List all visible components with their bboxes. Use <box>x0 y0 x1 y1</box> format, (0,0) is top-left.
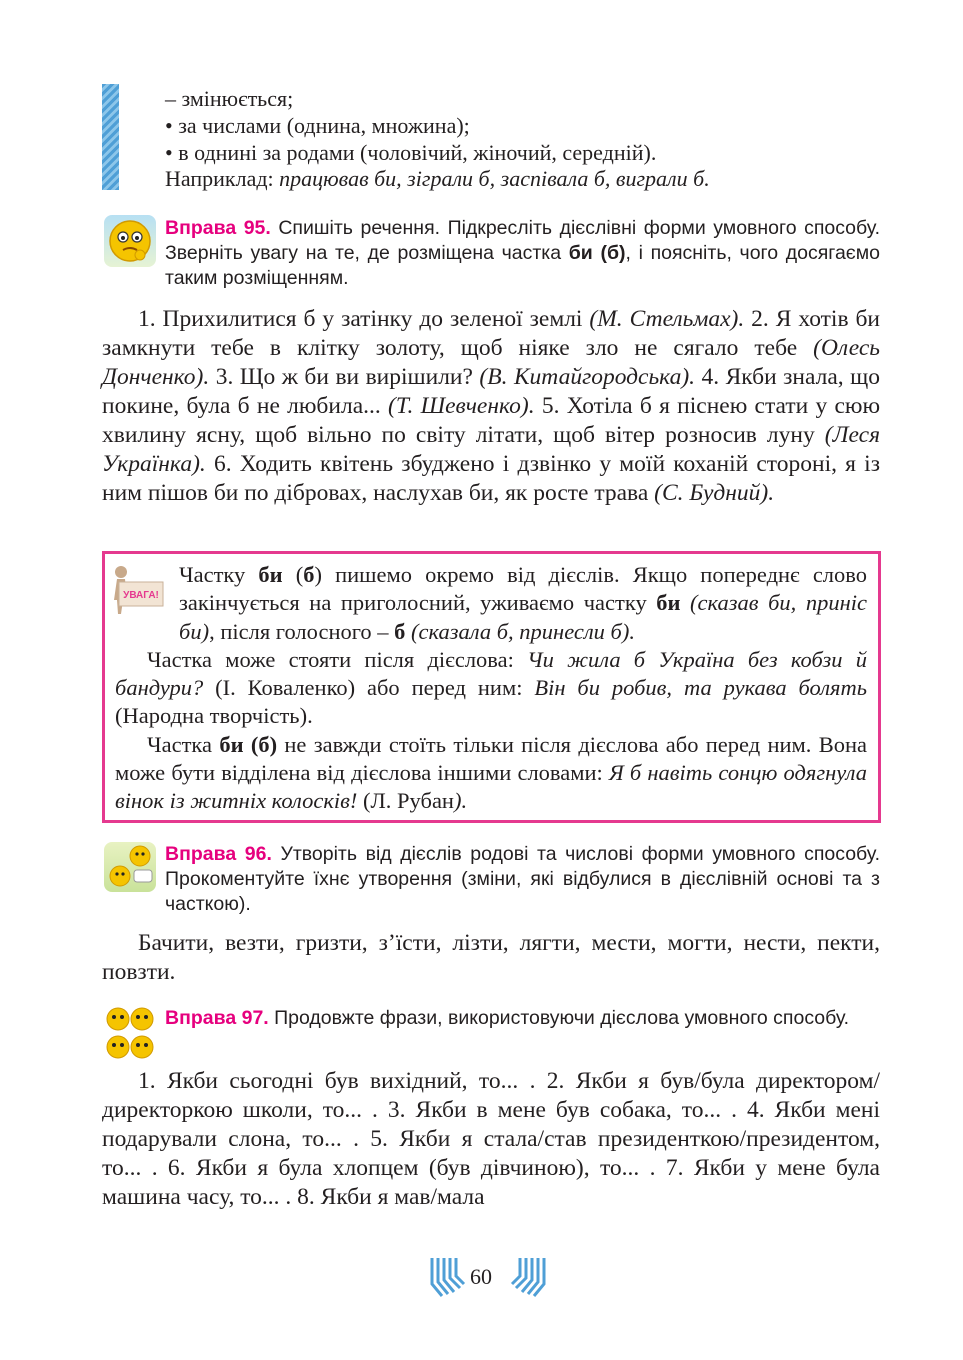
ornament-right-icon <box>508 1254 548 1300</box>
notice-text: (І. Коваленко) або перед ним: <box>203 675 535 701</box>
notice-text: (Л. Рубан <box>357 788 454 814</box>
exercise-95-task <box>165 216 880 291</box>
notice-bold: би (б) <box>219 731 278 757</box>
example-text: працював би, зіграли б, заспівала б, виграли б. <box>279 166 710 191</box>
decorative-side-bar <box>102 84 119 190</box>
notice-text: Частка може стояти після дієслова: <box>147 646 528 672</box>
ornament-left-icon <box>428 1254 468 1300</box>
sentence-author: (Леся Українка). <box>102 422 880 477</box>
exercise-97-title: Вправа 97. <box>165 1007 269 1029</box>
attention-badge-label: УВАГА! <box>123 590 159 601</box>
sentence-author: (Т. Шевченко). <box>388 393 535 419</box>
exercise-95-text: Спишіть речення. Підкресліть дієслівні форми умовного способу. Зверніть увагу на те, де розміщена частка <box>165 217 880 264</box>
example-label: Наприклад: <box>165 166 280 191</box>
exercise-96-task <box>165 842 880 917</box>
list-item-gender-text: в однині за родами (чоловічий, жіночий, середній). <box>178 140 657 165</box>
sentence: 1. Прихилитися б у затінку до зеленої землі <box>138 306 590 332</box>
thinking-smiley-icon <box>104 215 156 267</box>
notice-text: (Народна творчість). <box>115 703 313 729</box>
notice-example: Чи жила б Україна без кобзи й бандури? <box>115 646 867 701</box>
sentence: 5. Хотіла б я піснею стати у сюю хвилину ясну, щоб вільно по світу літати, щоб вітер розносив луну <box>102 393 881 448</box>
list-item-gender <box>165 138 656 167</box>
notice-example: (сказала б, принесли б). <box>405 618 635 644</box>
smiley-group-icon <box>104 1005 156 1061</box>
sentence: 2. Я хотів би замкнути тебе в клітку золоту, щоб ніяке зло не сягало тебе <box>102 306 880 361</box>
exercise-97-phrases <box>102 1067 880 1212</box>
verb-list: Бачити, везти, гризти, з’їсти, лізти, лягти, мести, могти, нести, пекти, повзти. <box>102 930 880 985</box>
exercise-96-verbs <box>102 929 880 987</box>
page-number: 60 <box>470 1264 492 1289</box>
list-item-number-text: за числами (однина, множина); <box>178 113 470 138</box>
notice-bold: би <box>656 590 681 616</box>
notice-bold: би <box>258 562 283 587</box>
notice-text: , після голосного – <box>209 618 395 644</box>
notice-example: Він би робив, та рукава болять <box>534 675 867 701</box>
notice-text: не завжди стоїть тільки після дієслова або перед ним. Вона може бути відділена від дієслова іншими словами: <box>115 731 867 786</box>
exercise-96-title: Вправа 96. <box>165 843 272 865</box>
example-line <box>165 164 710 193</box>
sentence-author: (В. Китайгородська). <box>479 364 696 390</box>
notice-example: Я б навіть сонцю одягнула вінок із житніх колосків! <box>115 760 867 814</box>
notice-bold: б <box>394 618 406 644</box>
list-line-changes: – змінюється; <box>165 86 294 111</box>
notice-text: ( <box>282 562 304 587</box>
notice-text: Частка <box>147 731 220 757</box>
exercise-95-bold: би (б) <box>568 242 626 264</box>
notice-bold: б <box>303 562 315 587</box>
bullet-icon: • <box>165 140 173 165</box>
sentence-author: (Олесь Донченко). <box>102 335 880 390</box>
sentence: 3. Що ж би ви вирішили? <box>209 364 480 390</box>
exercise-95-sentences <box>102 305 880 508</box>
exercise-97-text: Продовжте фрази, використовуючи дієслова умовного способу. <box>268 1007 850 1029</box>
notice-text: ). <box>453 788 468 814</box>
phrase-list: 1. Якби сьогодні був вихідний, то... . 2. Якби я був/була директором/директоркою школи, то... . 3. Якби в мене був собака, то... . 4. Якби мені подарували слона, то... . 5. Якби я стала/став президенткою/президентом, то... . 6. Якби я була хлопцем (був дівчиною), то... . 7. Якби у мене була машина часу, то... . 8. Якби я мав/мала <box>102 1068 880 1210</box>
sentence: 6. Ходить квітень збуджено і дзвінко у моїй коханій стороні, я із ним пішов би по дібровах, наслухав би, як росте трава <box>102 451 880 506</box>
exercise-95-title: Вправа 95. <box>165 217 271 239</box>
sentence-author: (С. Будний). <box>654 480 775 506</box>
attention-text <box>115 561 867 816</box>
notice-text: ) пишемо окремо від дієслів. Якщо попереднє слово закінчується на приголосний, уживаємо частку <box>179 562 868 616</box>
notice-text: Частку <box>179 562 259 587</box>
sentence-author: (М. Стельмах). <box>589 306 745 332</box>
exercise-96-text: Утворіть від дієслів родові та числові форми умовного способу. Прокоментуйте їхнє утворення (зміни, які відбулися в дієслівній основі та з часткою). <box>165 843 881 915</box>
exercise-95-text-end: , і поясніть, чого досягаємо таким розміщенням. <box>165 242 881 289</box>
list-item-number <box>165 111 470 140</box>
talking-smileys-icon <box>104 842 156 892</box>
sentence: 4. Якби знала, що покине, була б не любила... <box>102 364 880 419</box>
notice-example: (сказав би, приніс би) <box>179 590 867 644</box>
exercise-97-task <box>165 1006 880 1031</box>
bullet-icon: • <box>165 113 173 138</box>
